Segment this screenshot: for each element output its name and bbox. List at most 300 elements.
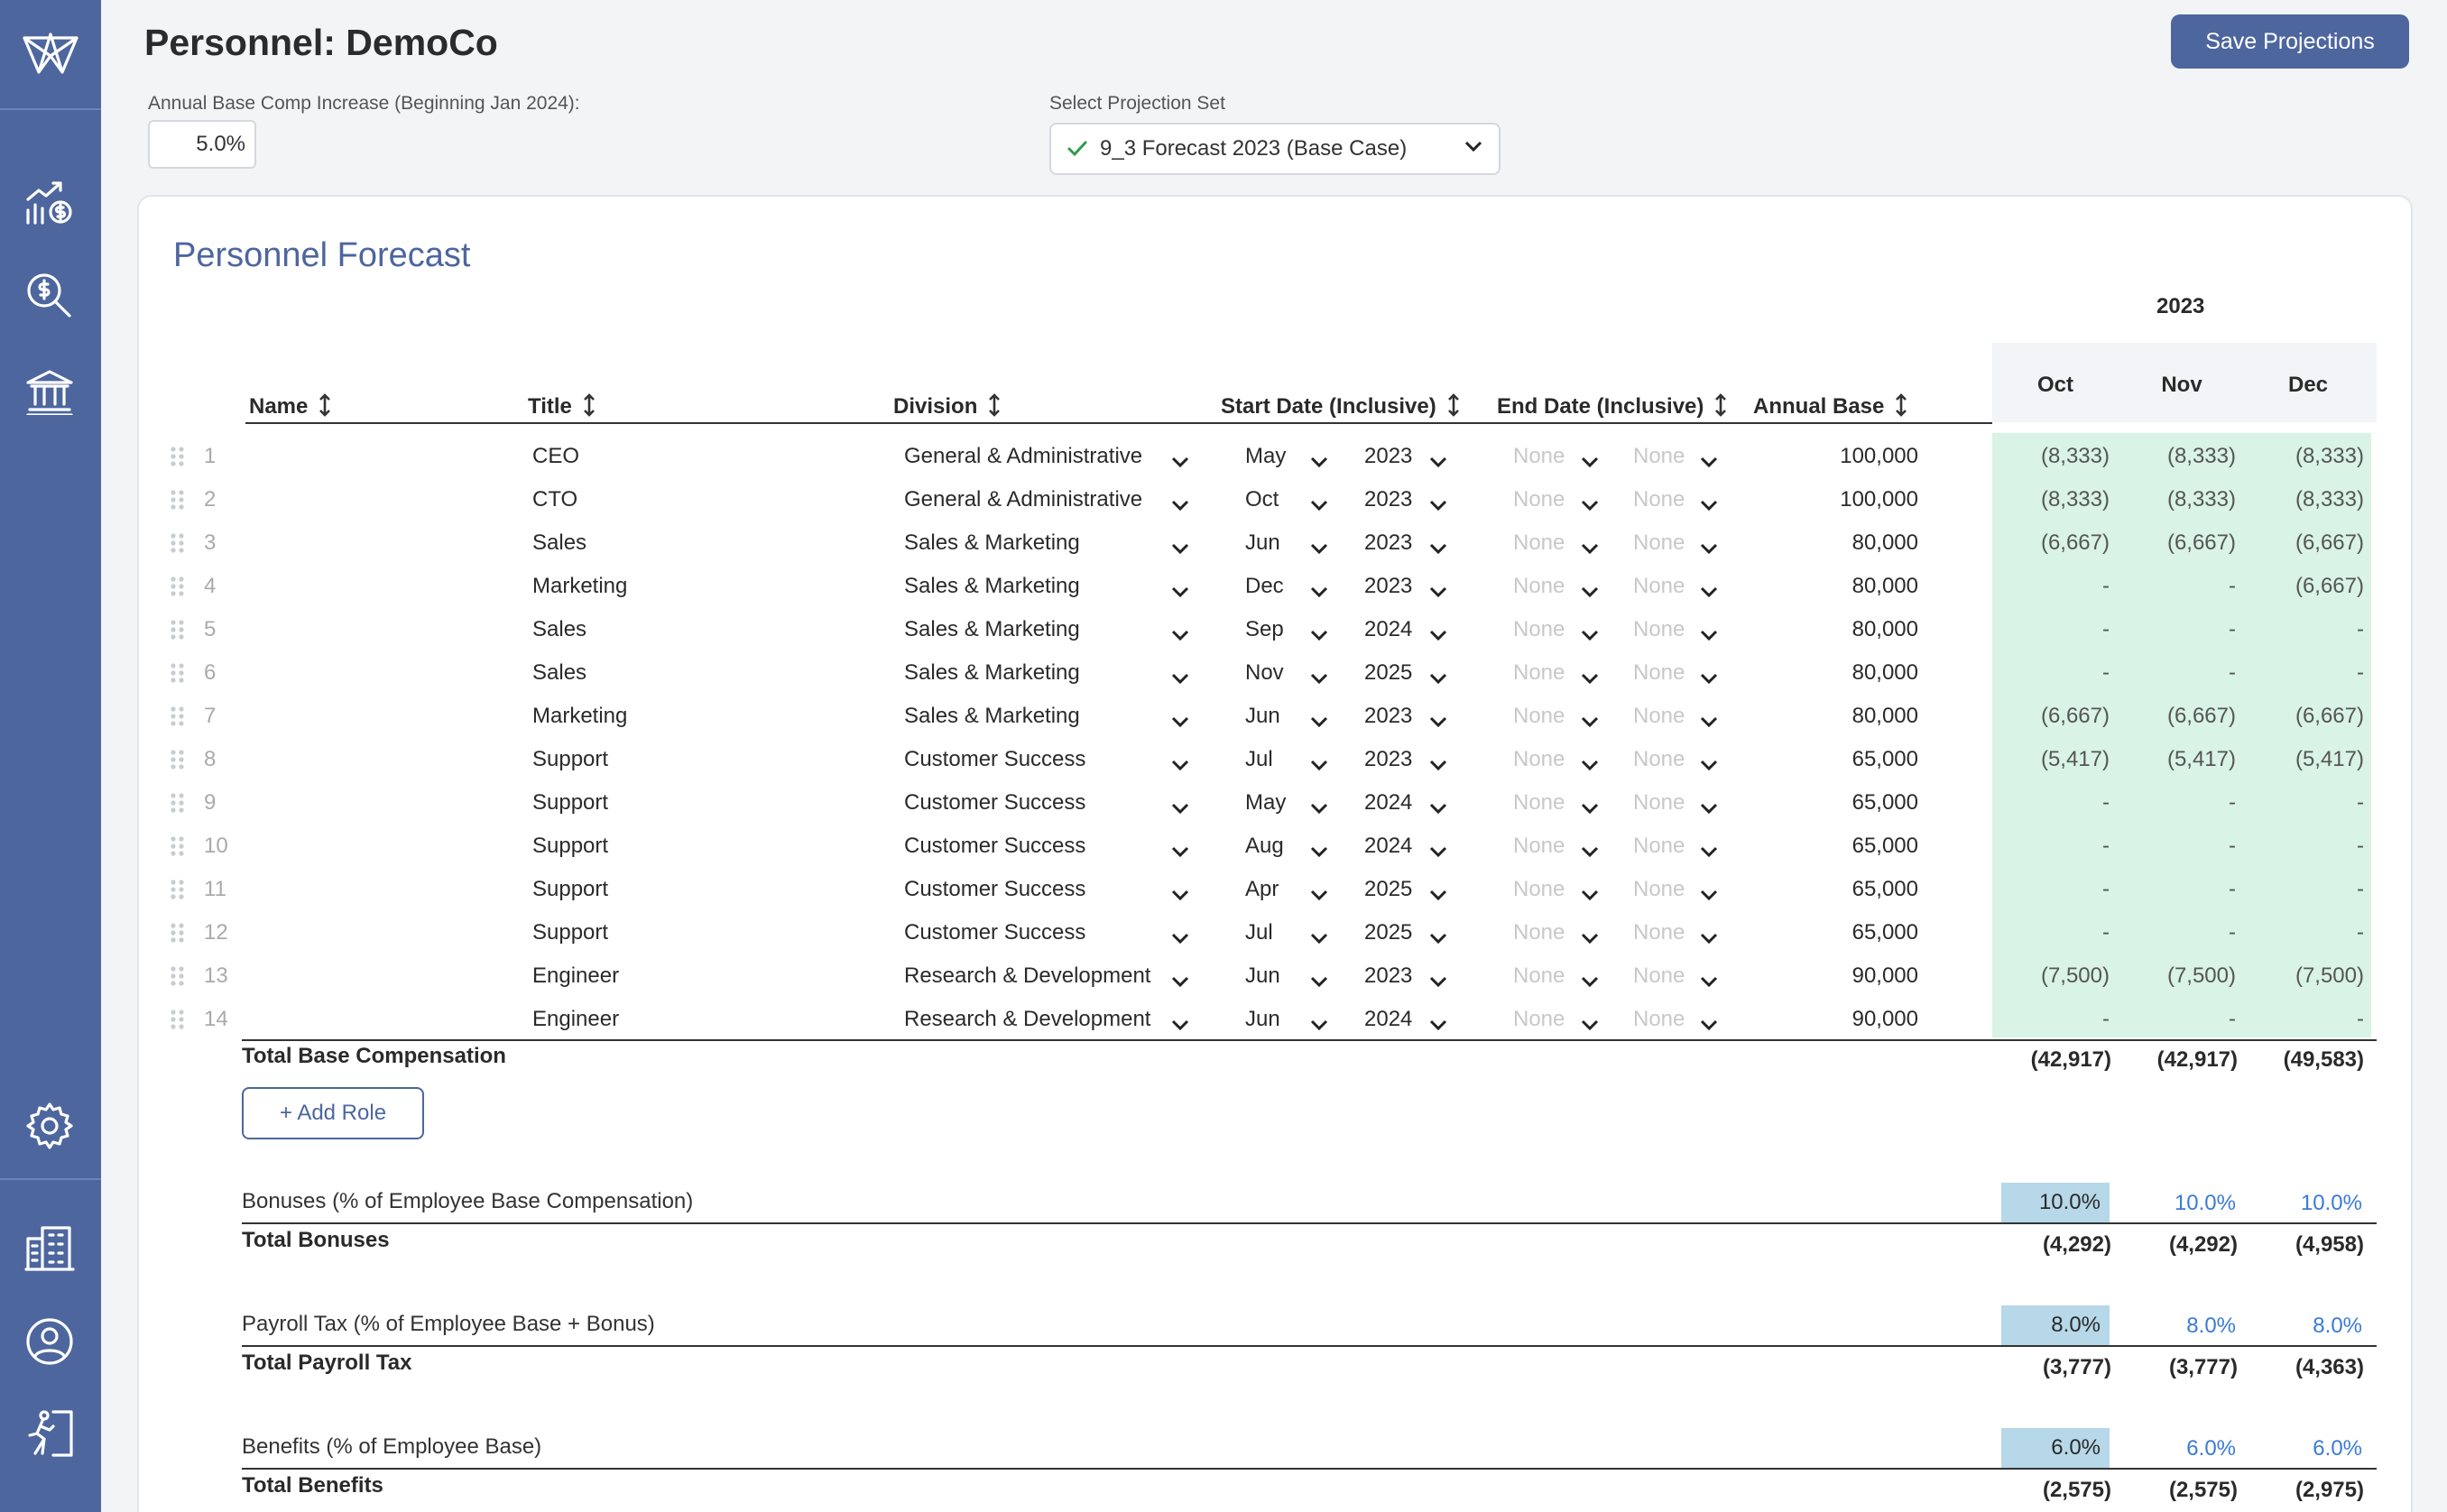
chevron-down-icon[interactable] — [1700, 493, 1718, 518]
chevron-down-icon[interactable] — [1310, 839, 1328, 864]
comp-increase-label: Annual Base Comp Increase (Beginning Jan 2024): — [148, 93, 580, 114]
chevron-down-icon[interactable] — [1429, 969, 1447, 994]
drag-handle-icon[interactable] — [170, 922, 186, 950]
chevron-down-icon[interactable] — [1429, 449, 1447, 475]
row-start-year-select[interactable]: 2025 — [1364, 920, 1413, 945]
column-header-end-label: End Date (Inclusive) — [1497, 394, 1704, 419]
chevron-down-icon[interactable] — [1171, 622, 1189, 648]
chevron-down-icon[interactable] — [1581, 926, 1599, 951]
table-row — [0, 736, 2447, 779]
chevron-down-icon[interactable] — [1310, 752, 1328, 778]
chevron-down-icon[interactable] — [1700, 969, 1718, 994]
drag-handle-icon[interactable] — [170, 1009, 186, 1037]
row-annual-base[interactable]: 90,000 — [1851, 963, 1918, 988]
row-title[interactable]: Support — [532, 920, 609, 945]
column-header-start-date[interactable] — [1221, 393, 1460, 423]
chevron-down-icon[interactable] — [1581, 536, 1599, 561]
chevron-down-icon[interactable] — [1429, 752, 1447, 778]
row-end-month-select[interactable]: None — [1513, 877, 1565, 901]
row-title[interactable]: Sales — [532, 530, 587, 555]
row-value-dec: - — [2357, 877, 2364, 901]
row-end-month-select[interactable]: None — [1513, 660, 1565, 685]
row-division-select[interactable]: Sales & Marketing — [904, 660, 1080, 685]
row-division-select[interactable]: Sales & Marketing — [904, 704, 1080, 728]
row-division-select[interactable]: Customer Success — [904, 834, 1086, 858]
row-end-year-select[interactable]: None — [1633, 660, 1685, 685]
row-annual-base[interactable]: 80,000 — [1851, 704, 1918, 728]
chevron-down-icon[interactable] — [1310, 969, 1328, 994]
row-end-month-select[interactable]: None — [1513, 487, 1565, 512]
chevron-down-icon[interactable] — [1700, 536, 1718, 561]
chevron-down-icon[interactable] — [1171, 449, 1189, 475]
chevron-down-icon[interactable] — [1581, 882, 1599, 908]
row-title[interactable]: Support — [532, 877, 609, 901]
card-title: Personnel Forecast — [173, 236, 471, 274]
chevron-down-icon[interactable] — [1429, 839, 1447, 864]
row-end-year-select[interactable]: None — [1633, 530, 1685, 555]
nav-logout[interactable] — [20, 1404, 79, 1463]
chevron-down-icon[interactable] — [1429, 882, 1447, 908]
row-end-month-select[interactable]: None — [1513, 834, 1565, 858]
total-payroll-tax-nov: (3,777) — [2168, 1355, 2238, 1379]
payroll-tax-pct-dec[interactable]: 8.0% — [2313, 1314, 2362, 1338]
row-value-oct: - — [2102, 920, 2110, 945]
chevron-down-icon[interactable] — [1310, 882, 1328, 908]
chevron-down-icon[interactable] — [1429, 666, 1447, 691]
row-start-month-select[interactable]: Jun — [1245, 1007, 1280, 1031]
row-end-month-select[interactable]: None — [1513, 444, 1565, 468]
chevron-down-icon[interactable] — [1171, 882, 1189, 908]
chevron-down-icon[interactable] — [1581, 1012, 1599, 1037]
row-division-select[interactable]: Customer Success — [904, 790, 1086, 815]
chevron-down-icon[interactable] — [1310, 796, 1328, 821]
row-start-year-select[interactable]: 2024 — [1364, 834, 1413, 858]
drag-handle-icon[interactable] — [170, 576, 186, 604]
row-title[interactable]: Support — [532, 834, 609, 858]
row-annual-base[interactable]: 90,000 — [1851, 1007, 1918, 1031]
row-start-year-select[interactable]: 2023 — [1364, 574, 1413, 598]
sort-icon[interactable] — [1895, 393, 1907, 423]
sort-icon[interactable] — [1714, 393, 1727, 423]
chevron-down-icon[interactable] — [1171, 709, 1189, 734]
row-annual-base[interactable]: 65,000 — [1851, 920, 1918, 945]
row-value-dec: - — [2357, 920, 2364, 945]
row-end-year-select[interactable]: None — [1633, 574, 1685, 598]
row-end-year-select[interactable]: None — [1633, 747, 1685, 771]
column-header-annual-base[interactable] — [1753, 393, 1907, 423]
sort-icon[interactable] — [583, 393, 596, 423]
row-annual-base[interactable]: 65,000 — [1851, 790, 1918, 815]
drag-handle-icon[interactable] — [170, 662, 186, 690]
drag-handle-icon[interactable] — [170, 619, 186, 647]
row-value-oct: (8,333) — [2040, 487, 2110, 512]
row-title[interactable]: Support — [532, 747, 609, 771]
row-number: 5 — [204, 617, 217, 641]
row-end-month-select[interactable]: None — [1513, 574, 1565, 598]
drag-handle-icon[interactable] — [170, 489, 186, 517]
chevron-down-icon[interactable] — [1171, 493, 1189, 518]
row-start-month-select[interactable]: Apr — [1245, 877, 1279, 901]
chevron-down-icon[interactable] — [1429, 709, 1447, 734]
row-title[interactable]: CEO — [532, 444, 580, 468]
row-end-month-select[interactable]: None — [1513, 617, 1565, 641]
bonuses-pct-dec[interactable]: 10.0% — [2300, 1191, 2362, 1215]
row-start-year-select[interactable]: 2023 — [1364, 963, 1413, 988]
user-circle-icon — [24, 1316, 75, 1367]
row-value-oct: - — [2102, 1007, 2110, 1031]
row-division-select[interactable]: Research & Development — [904, 1007, 1151, 1031]
chevron-down-icon[interactable] — [1700, 709, 1718, 734]
row-division-select[interactable]: Sales & Marketing — [904, 530, 1080, 555]
drag-handle-icon[interactable] — [170, 749, 186, 777]
row-start-year-select[interactable]: 2024 — [1364, 790, 1413, 815]
nav-analysis[interactable] — [20, 266, 79, 326]
row-annual-base[interactable]: 65,000 — [1851, 747, 1918, 771]
save-projections-button[interactable]: Save Projections — [2171, 14, 2409, 69]
chevron-down-icon[interactable] — [1581, 839, 1599, 864]
row-value-nov: - — [2229, 877, 2236, 901]
row-start-month-select[interactable]: Oct — [1245, 487, 1279, 512]
page-title: Personnel: DemoCo — [144, 22, 498, 63]
total-bonuses-label: Total Bonuses — [242, 1228, 390, 1252]
benefits-pct-nov[interactable]: 6.0% — [2186, 1436, 2236, 1461]
chevron-down-icon[interactable] — [1171, 926, 1189, 951]
row-annual-base[interactable]: 80,000 — [1851, 574, 1918, 598]
row-value-dec: (6,667) — [2295, 530, 2364, 555]
projection-set-value: 9_3 Forecast 2023 (Base Case) — [1100, 136, 1408, 161]
chevron-down-icon[interactable] — [1700, 1012, 1718, 1037]
sort-icon[interactable] — [319, 393, 331, 423]
chevron-down-icon[interactable] — [1171, 1012, 1189, 1037]
table-row — [0, 823, 2447, 866]
projection-set-label: Select Projection Set — [1049, 93, 1225, 114]
nav-financials[interactable] — [20, 173, 79, 233]
row-title[interactable]: Engineer — [532, 963, 620, 988]
row-end-year-select[interactable]: None — [1633, 920, 1685, 945]
row-start-year-select[interactable]: 2023 — [1364, 487, 1413, 512]
row-value-nov: - — [2229, 617, 2236, 641]
chevron-down-icon[interactable] — [1581, 622, 1599, 648]
row-title[interactable]: CTO — [532, 487, 578, 512]
row-value-dec: (7,500) — [2295, 963, 2364, 988]
row-value-nov: - — [2229, 834, 2236, 858]
drag-handle-icon[interactable] — [170, 965, 186, 993]
bonuses-rule — [242, 1222, 2377, 1224]
column-header-name[interactable] — [249, 393, 331, 423]
row-annual-base[interactable]: 80,000 — [1851, 617, 1918, 641]
row-annual-base[interactable]: 100,000 — [1840, 444, 1918, 468]
row-value-oct: - — [2102, 790, 2110, 815]
column-header-end-date[interactable] — [1497, 393, 1727, 423]
row-start-month-select[interactable]: Jun — [1245, 530, 1280, 555]
row-division-select[interactable]: Research & Development — [904, 963, 1151, 988]
chevron-down-icon[interactable] — [1700, 926, 1718, 951]
drag-handle-icon[interactable] — [170, 879, 186, 907]
total-bonuses-oct: (4,292) — [2042, 1232, 2111, 1257]
row-start-month-select[interactable]: May — [1245, 790, 1287, 815]
total-rule — [242, 1039, 2377, 1041]
row-number: 13 — [204, 963, 228, 988]
bank-icon — [24, 368, 75, 415]
gear-icon — [24, 1101, 75, 1151]
row-end-month-select[interactable]: None — [1513, 1007, 1565, 1031]
bonuses-pct-nov[interactable]: 10.0% — [2174, 1191, 2236, 1215]
row-value-oct: - — [2102, 834, 2110, 858]
row-title[interactable]: Sales — [532, 660, 587, 685]
drag-handle-icon[interactable] — [170, 532, 186, 560]
row-value-dec: (5,417) — [2295, 747, 2364, 771]
column-header-annual-base-label: Annual Base — [1753, 394, 1885, 419]
row-end-month-select[interactable]: None — [1513, 530, 1565, 555]
chevron-down-icon[interactable] — [1700, 449, 1718, 475]
year-header: 2023 — [2156, 294, 2205, 318]
row-end-month-select[interactable]: None — [1513, 920, 1565, 945]
row-division-select[interactable]: Sales & Marketing — [904, 617, 1080, 641]
table-row — [0, 909, 2447, 953]
row-value-oct: (7,500) — [2040, 963, 2110, 988]
chevron-down-icon[interactable] — [1581, 449, 1599, 475]
row-annual-base[interactable]: 80,000 — [1851, 660, 1918, 685]
chevron-down-icon[interactable] — [1581, 493, 1599, 518]
total-base-label: Total Base Compensation — [242, 1044, 506, 1068]
row-end-year-select[interactable]: None — [1633, 487, 1685, 512]
chevron-down-icon[interactable] — [1700, 579, 1718, 604]
row-value-nov: - — [2229, 574, 2236, 598]
row-value-dec: - — [2357, 834, 2364, 858]
nav-profile[interactable] — [20, 1312, 79, 1371]
chevron-down-icon[interactable] — [1700, 839, 1718, 864]
chevron-down-icon[interactable] — [1429, 1012, 1447, 1037]
row-division-select[interactable]: General & Administrative — [904, 487, 1143, 512]
table-row — [0, 433, 2447, 476]
bonuses-pct-oct-input[interactable]: 10.0% — [2001, 1183, 2110, 1222]
table-row — [0, 953, 2447, 996]
row-start-month-select[interactable]: May — [1245, 444, 1287, 468]
row-value-nov: (8,333) — [2166, 487, 2236, 512]
row-value-nov: (7,500) — [2166, 963, 2236, 988]
chevron-down-icon[interactable] — [1310, 926, 1328, 951]
chevron-down-icon[interactable] — [1171, 536, 1189, 561]
row-start-year-select[interactable]: 2023 — [1364, 530, 1413, 555]
total-payroll-tax-label: Total Payroll Tax — [242, 1351, 412, 1375]
row-number: 2 — [204, 487, 217, 512]
row-end-year-select[interactable]: None — [1633, 1007, 1685, 1031]
row-number: 7 — [204, 704, 217, 728]
chevron-down-icon[interactable] — [1310, 1012, 1328, 1037]
row-value-nov: - — [2229, 1007, 2236, 1031]
row-end-month-select[interactable]: None — [1513, 747, 1565, 771]
sort-icon[interactable] — [1447, 393, 1460, 423]
chevron-down-icon[interactable] — [1171, 752, 1189, 778]
chevron-down-icon[interactable] — [1581, 796, 1599, 821]
drag-handle-icon[interactable] — [170, 705, 186, 733]
row-start-year-select[interactable]: 2025 — [1364, 660, 1413, 685]
chart-dollar-icon — [24, 180, 75, 226]
chevron-down-icon[interactable] — [1429, 796, 1447, 821]
column-header-title[interactable] — [528, 393, 596, 423]
total-base-oct: (42,917) — [2030, 1047, 2111, 1072]
drag-handle-icon[interactable] — [170, 835, 186, 863]
row-start-year-select[interactable]: 2023 — [1364, 444, 1413, 468]
sort-icon[interactable] — [988, 393, 1001, 423]
row-start-month-select[interactable]: Jul — [1245, 747, 1273, 771]
chevron-down-icon[interactable] — [1581, 969, 1599, 994]
table-row — [0, 476, 2447, 520]
row-value-nov: (6,667) — [2166, 704, 2236, 728]
column-header-division-label: Division — [893, 394, 978, 419]
chevron-down-icon[interactable] — [1429, 622, 1447, 648]
payroll-tax-pct-nov[interactable]: 8.0% — [2186, 1314, 2236, 1338]
row-end-year-select[interactable]: None — [1633, 704, 1685, 728]
chevron-down-icon — [1464, 140, 1482, 152]
drag-handle-icon[interactable] — [170, 446, 186, 474]
row-annual-base[interactable]: 100,000 — [1840, 487, 1918, 512]
chevron-down-icon[interactable] — [1310, 622, 1328, 648]
table-row — [0, 650, 2447, 693]
row-end-year-select[interactable]: None — [1633, 790, 1685, 815]
chevron-down-icon[interactable] — [1581, 579, 1599, 604]
table-row — [0, 866, 2447, 909]
chevron-down-icon[interactable] — [1429, 579, 1447, 604]
total-benefits-oct: (2,575) — [2042, 1478, 2111, 1502]
row-annual-base[interactable]: 65,000 — [1851, 834, 1918, 858]
row-end-month-select[interactable]: None — [1513, 790, 1565, 815]
dollar-search-icon — [24, 271, 75, 321]
row-end-month-select[interactable]: None — [1513, 704, 1565, 728]
chevron-down-icon[interactable] — [1700, 752, 1718, 778]
add-role-button[interactable]: + Add Role — [242, 1087, 424, 1139]
chevron-down-icon[interactable] — [1310, 666, 1328, 691]
payroll-tax-label: Payroll Tax (% of Employee Base + Bonus) — [242, 1312, 655, 1336]
row-title[interactable]: Marketing — [532, 704, 628, 728]
total-payroll-tax-oct: (3,777) — [2042, 1355, 2111, 1379]
row-number: 11 — [204, 877, 226, 901]
row-end-year-select[interactable]: None — [1633, 877, 1685, 901]
row-start-month-select[interactable]: Jun — [1245, 704, 1280, 728]
row-end-year-select[interactable]: None — [1633, 963, 1685, 988]
chevron-down-icon[interactable] — [1310, 536, 1328, 561]
row-value-oct: (6,667) — [2040, 530, 2110, 555]
logo[interactable] — [0, 0, 101, 110]
row-title[interactable]: Marketing — [532, 574, 628, 598]
column-header-start-label: Start Date (Inclusive) — [1221, 394, 1436, 419]
chevron-down-icon[interactable] — [1429, 493, 1447, 518]
row-start-month-select[interactable]: Jul — [1245, 920, 1273, 945]
nav-banking[interactable] — [20, 362, 79, 421]
chevron-down-icon[interactable] — [1310, 493, 1328, 518]
chevron-down-icon[interactable] — [1171, 796, 1189, 821]
chevron-down-icon[interactable] — [1171, 666, 1189, 691]
column-header-division[interactable] — [893, 393, 1001, 423]
row-end-year-select[interactable]: None — [1633, 617, 1685, 641]
row-start-year-select[interactable]: 2025 — [1364, 877, 1413, 901]
nav-company[interactable] — [20, 1218, 79, 1277]
row-value-dec: - — [2357, 660, 2364, 685]
total-base-dec: (49,583) — [2283, 1047, 2364, 1072]
row-value-oct: - — [2102, 660, 2110, 685]
payroll-tax-pct-oct-input[interactable]: 8.0% — [2001, 1305, 2110, 1345]
row-start-month-select[interactable]: Nov — [1245, 660, 1284, 685]
row-value-dec: (6,667) — [2295, 574, 2364, 598]
row-start-month-select[interactable]: Dec — [1245, 574, 1284, 598]
row-annual-base[interactable]: 80,000 — [1851, 530, 1918, 555]
row-end-year-select[interactable]: None — [1633, 444, 1685, 468]
row-value-oct: - — [2102, 877, 2110, 901]
chevron-down-icon[interactable] — [1310, 579, 1328, 604]
row-start-year-select[interactable]: 2024 — [1364, 1007, 1413, 1031]
row-value-dec: - — [2357, 1007, 2364, 1031]
nav-settings[interactable] — [20, 1096, 79, 1156]
row-start-year-select[interactable]: 2024 — [1364, 617, 1413, 641]
row-division-select[interactable]: Sales & Marketing — [904, 574, 1080, 598]
chevron-down-icon[interactable] — [1310, 449, 1328, 475]
row-value-oct: (5,417) — [2040, 747, 2110, 771]
chevron-down-icon[interactable] — [1171, 969, 1189, 994]
chevron-down-icon[interactable] — [1700, 796, 1718, 821]
row-value-oct: (6,667) — [2040, 704, 2110, 728]
row-title[interactable]: Engineer — [532, 1007, 620, 1031]
drag-handle-icon[interactable] — [170, 792, 186, 820]
comp-increase-input[interactable]: 5.0% — [148, 120, 256, 169]
chevron-down-icon[interactable] — [1429, 926, 1447, 951]
row-number: 3 — [204, 530, 217, 555]
row-start-month-select[interactable]: Aug — [1245, 834, 1284, 858]
chevron-down-icon[interactable] — [1700, 666, 1718, 691]
projection-set-select[interactable] — [1049, 123, 1501, 175]
exit-icon — [24, 1408, 75, 1459]
buildings-icon — [24, 1222, 75, 1273]
row-value-nov: - — [2229, 790, 2236, 815]
benefits-label: Benefits (% of Employee Base) — [242, 1434, 542, 1459]
total-bonuses-nov: (4,292) — [2168, 1232, 2238, 1257]
chevron-down-icon[interactable] — [1581, 666, 1599, 691]
benefits-pct-dec[interactable]: 6.0% — [2313, 1436, 2362, 1461]
chevron-down-icon[interactable] — [1581, 709, 1599, 734]
row-value-oct: - — [2102, 574, 2110, 598]
chevron-down-icon[interactable] — [1310, 709, 1328, 734]
chevron-down-icon[interactable] — [1171, 839, 1189, 864]
row-division-select[interactable]: General & Administrative — [904, 444, 1143, 468]
chevron-down-icon[interactable] — [1700, 882, 1718, 908]
row-annual-base[interactable]: 65,000 — [1851, 877, 1918, 901]
chevron-down-icon[interactable] — [1700, 622, 1718, 648]
row-number: 10 — [204, 834, 228, 858]
chevron-down-icon[interactable] — [1171, 579, 1189, 604]
row-division-select[interactable]: Customer Success — [904, 877, 1086, 901]
row-start-month-select[interactable]: Sep — [1245, 617, 1284, 641]
chevron-down-icon[interactable] — [1581, 752, 1599, 778]
row-value-oct: (8,333) — [2040, 444, 2110, 468]
table-row — [0, 996, 2447, 1039]
row-value-nov: - — [2229, 920, 2236, 945]
benefits-pct-oct-input[interactable]: 6.0% — [2001, 1428, 2110, 1468]
row-end-year-select[interactable]: None — [1633, 834, 1685, 858]
row-title[interactable]: Sales — [532, 617, 587, 641]
row-value-nov: (5,417) — [2166, 747, 2236, 771]
row-start-year-select[interactable]: 2023 — [1364, 747, 1413, 771]
row-value-oct: - — [2102, 617, 2110, 641]
logo-icon — [21, 29, 80, 79]
row-start-month-select[interactable]: Jun — [1245, 963, 1280, 988]
row-division-select[interactable]: Customer Success — [904, 920, 1086, 945]
row-title[interactable]: Support — [532, 790, 609, 815]
row-value-dec: - — [2357, 790, 2364, 815]
row-end-month-select[interactable]: None — [1513, 963, 1565, 988]
total-base-nov: (42,917) — [2156, 1047, 2238, 1072]
row-division-select[interactable]: Customer Success — [904, 747, 1086, 771]
row-start-year-select[interactable]: 2023 — [1364, 704, 1413, 728]
chevron-down-icon[interactable] — [1429, 536, 1447, 561]
